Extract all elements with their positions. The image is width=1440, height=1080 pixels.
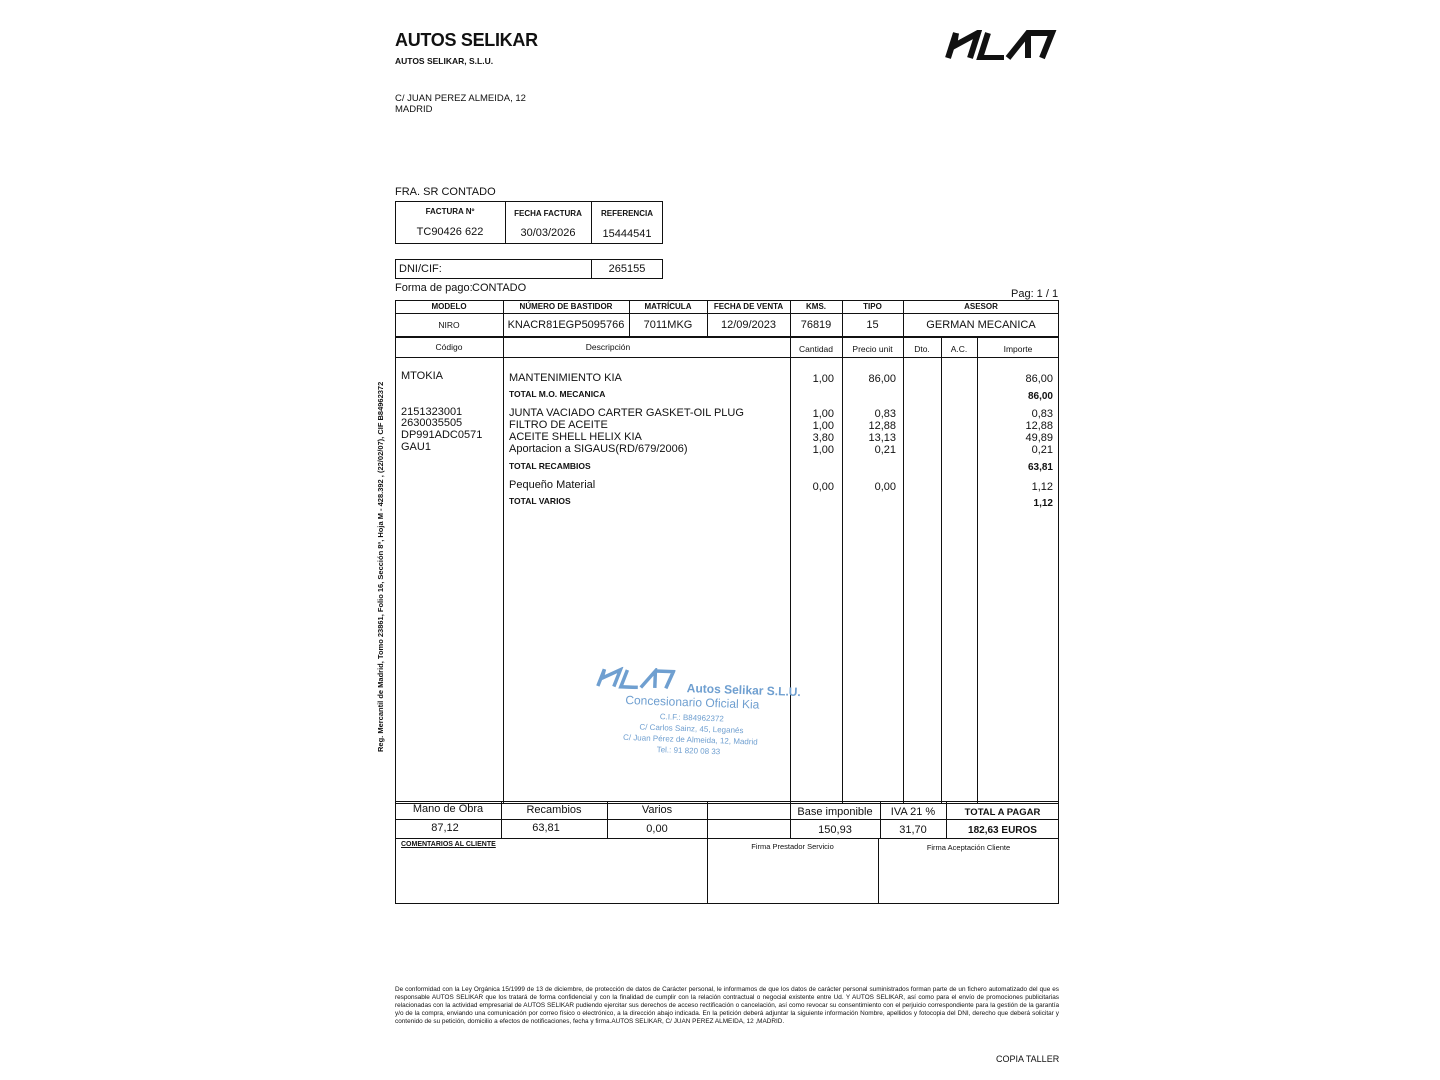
referencia-label: REFERENCIA (600, 209, 653, 218)
subtotal-amount: 63,81 (1027, 462, 1053, 473)
vehicle-header-fecha-venta: FECHA DE VENTA (713, 302, 784, 311)
vehicle-header-tipo: TIPO (863, 302, 882, 311)
total-recambios-label: Recambios (526, 804, 582, 816)
vehicle-asesor: GERMAN MECANICA (926, 319, 1036, 331)
lines-header-descripcion: Descripción (585, 342, 631, 352)
factura-value: TC90426 622 (416, 226, 484, 238)
dealer-stamp (590, 658, 833, 766)
line-code: 2630035505 (401, 417, 463, 429)
iva-amount: 31,70 (899, 824, 927, 836)
line-code: DP991ADC0571 (401, 429, 483, 441)
line-desc: Aportacion a SIGAUS(RD/679/2006) (509, 443, 688, 455)
subtotal-amount: 86,00 (1027, 391, 1053, 402)
lines-header-importe: Importe (1003, 344, 1033, 354)
lines-header-dto: Dto. (914, 344, 930, 354)
vehicle-bastidor: KNACR81EGP5095766 (507, 319, 625, 331)
line-desc: JUNTA VACIADO CARTER GASKET-OIL PLUG (509, 407, 744, 419)
forma-pago-label: Forma de pago: (395, 282, 473, 294)
lines-header-ac: A.C. (950, 344, 968, 354)
vehicle-header-bastidor: NÚMERO DE BASTIDOR (519, 302, 613, 311)
line-amount: 1,12 (1031, 481, 1053, 493)
stamp-line2: C.I.F.: B84962372 (659, 712, 724, 724)
subtotal-label: TOTAL RECAMBIOS (509, 461, 591, 471)
total-pagar: 182,63 EUROS (968, 825, 1037, 836)
client-label: FRA. SR CONTADO (395, 186, 496, 198)
factura-label: FACTURA Nº (425, 207, 475, 216)
copy-label: COPIA TALLER (996, 1054, 1060, 1064)
comentarios-label: COMENTARIOS AL CLIENTE (401, 841, 496, 848)
vehicle-header-asesor: ASESOR (964, 302, 998, 311)
fecha-factura-value: 30/03/2026 (520, 227, 576, 239)
page-number: Pag: 1 / 1 (1011, 288, 1059, 300)
total-varios-label: Varios (641, 804, 673, 816)
total-mano-obra-label: Mano de Obra (412, 803, 484, 815)
base-imponible-label: Base imponible (797, 806, 873, 818)
vehicle-header-modelo: MODELO (431, 302, 467, 311)
stamp-line4: C/ Juan Pérez de Almeida, 12, Madrid (622, 732, 758, 747)
total-recambios: 63,81 (532, 822, 560, 834)
base-imponible: 150,93 (818, 824, 852, 836)
legal-text: De conformidad con la Ley Orgánica 15/1999 de 13 de diciembre, de protección de datos de Carácter personal, le informamos de que los datos de carácter personal suministrados forman parte de un fichero automatizado del que es responsable AUTOS SELIKAR que los tratará de forma confidencial y con la finalidad de cumplir con la relación contractual o negocial existente entre Ud. Y AUTOS SELIKAR, así como para el envío de promociones publicitarias relacionadas con la actividad empresarial de AUTOS SELIKAR pudiendo ejercitar sus derechos de acceso rectificación o cancelación, así como revocar su consentimiento con el perjuicio correspondiente para la gestión de la garantía y/o de la compra, enviando una comunicación por correo físico o electrónico, a la dirección abajo indicada. En la petición deberá adjuntar la siguiente información Nombre, apellidos y fotocopia del DNI, derecho que deberá solicitar y contenido de su petición, domicilio a efectos de notificaciones, fecha y firma.AUTOS SELIKAR, C/ JUAN PEREZ ALMEIDA, 12 ,MADRID. (395, 986, 1059, 1025)
line-amount: 49,89 (1025, 432, 1053, 444)
line-desc: Pequeño Material (509, 479, 596, 491)
subtotal-label: TOTAL VARIOS (509, 496, 571, 506)
line-price: 0,21 (874, 444, 896, 456)
subtotal-amount: 1,12 (1033, 498, 1053, 509)
stamp-company: Autos Selikar S.L.U. (686, 681, 802, 700)
line-desc: FILTRO DE ACEITE (509, 419, 608, 431)
line-price: 0,00 (874, 481, 896, 493)
vehicle-fecha-venta: 12/09/2023 (720, 319, 777, 331)
dni-value: 265155 (608, 263, 646, 275)
firma-prestador-label: Firma Prestador Servicio (751, 842, 834, 851)
line-qty: 1,00 (812, 420, 834, 432)
line-code: MTOKIA (401, 370, 443, 382)
line-amount: 0,21 (1031, 444, 1053, 456)
total-varios: 0,00 (646, 823, 668, 835)
lines-header-cantidad: Cantidad (798, 344, 834, 354)
vehicle-tipo: 15 (866, 319, 879, 331)
address-line1: C/ JUAN PEREZ ALMEIDA, 12 (395, 93, 526, 104)
dni-label: DNI/CIF: (399, 263, 442, 275)
line-qty: 1,00 (812, 444, 834, 456)
company-name: AUTOS SELIKAR (395, 30, 538, 50)
line-amount: 12,88 (1025, 420, 1053, 432)
line-qty: 0,00 (812, 481, 834, 493)
forma-pago-value: CONTADO (472, 282, 527, 294)
vehicle-kms: 76819 (800, 319, 832, 331)
line-price: 12,88 (868, 420, 896, 432)
line-qty: 1,00 (812, 408, 834, 420)
line-code: 2151323001 (401, 406, 463, 418)
stamp-line3: C/ Carlos Sainz, 45, Leganés (639, 722, 744, 736)
fecha-factura-label: FECHA FACTURA (514, 209, 582, 218)
lines-header-codigo: Código (435, 342, 463, 352)
total-mano-obra: 87,12 (431, 822, 459, 834)
address-line2: MADRID (395, 104, 433, 115)
lines-header-precio: Precio unit (852, 344, 893, 354)
line-desc: ACEITE SHELL HELIX KIA (509, 431, 642, 443)
line-price: 0,83 (874, 408, 896, 420)
firma-cliente-label: Firma Aceptación Cliente (926, 843, 1011, 852)
line-price: 13,13 (868, 432, 896, 444)
vehicle-matricula: 7011MKG (643, 319, 693, 331)
referencia-value: 15444541 (602, 228, 652, 240)
total-pagar-label: TOTAL A PAGAR (964, 807, 1041, 818)
line-price: 86,00 (868, 373, 896, 385)
line-amount: 86,00 (1025, 373, 1053, 385)
line-qty: 3,80 (812, 432, 834, 444)
stamp-line5: Tel.: 91 820 08 33 (656, 745, 721, 757)
subtotal-label: TOTAL M.O. MECANICA (509, 389, 606, 399)
vehicle-header-kms: KMS. (806, 302, 826, 311)
line-amount: 0,83 (1031, 408, 1053, 420)
line-desc: MANTENIMIENTO KIA (509, 372, 622, 384)
line-code: GAU1 (401, 441, 431, 453)
vehicle-header-matricula: MATRÍCULA (644, 302, 692, 311)
iva-label: IVA 21 % (890, 806, 936, 818)
vehicle-modelo: NIRO (438, 320, 460, 330)
line-qty: 1,00 (812, 373, 834, 385)
stamp-line1: Concesionario Oficial Kia (625, 692, 760, 712)
registry-text: Reg. Mercantil de Madrid, Tomo 23861, Folio 16, Sección 8ª, Hoja M - 428.392 , (22/02/07), CIF B84962372 (376, 381, 385, 752)
kia-stamp-logo-icon (595, 666, 676, 691)
kia-logo-icon (944, 30, 1058, 60)
company-legal-name: AUTOS SELIKAR, S.L.U. (395, 56, 494, 66)
